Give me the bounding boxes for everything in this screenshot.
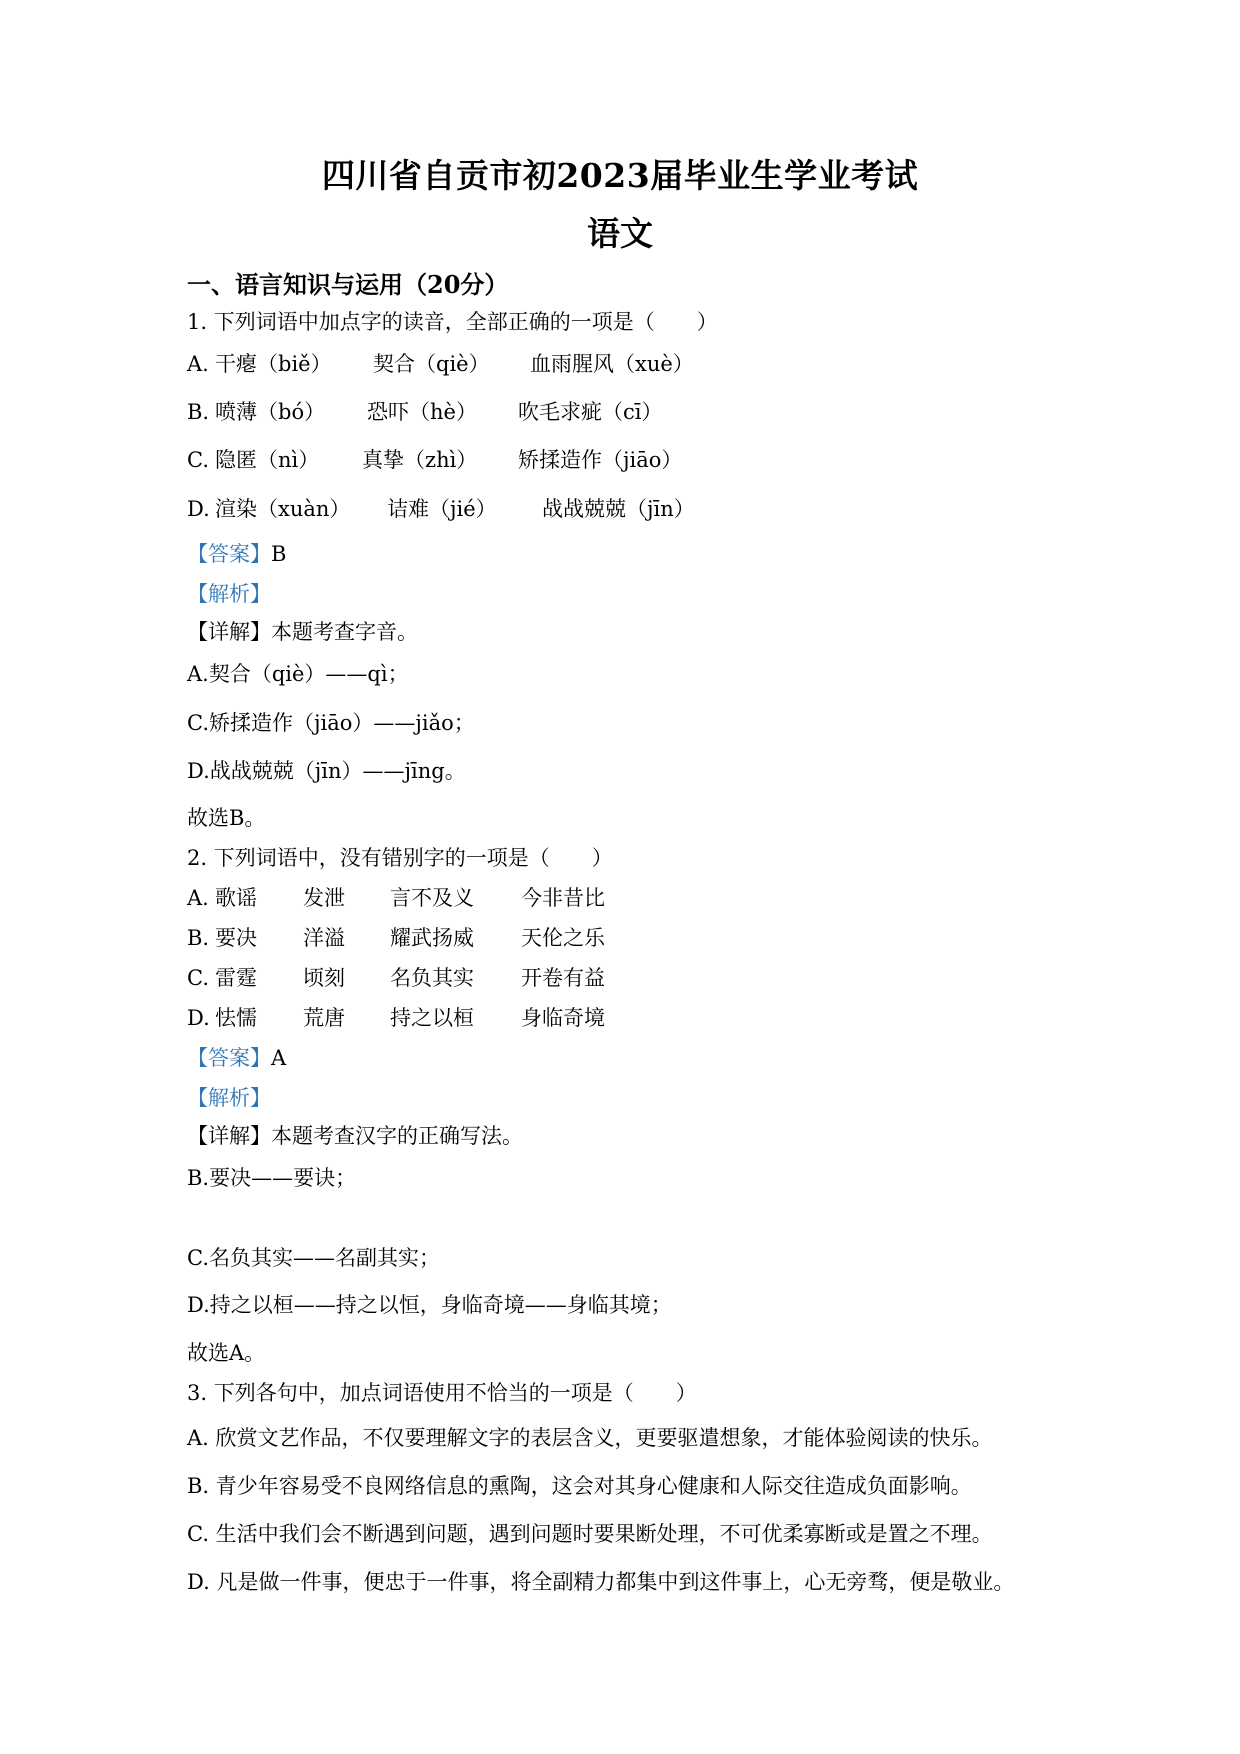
option-word: 喷薄（bó） xyxy=(215,400,326,424)
q3-option-a: A. 欣赏文艺作品，不仅要理解文字的表层含义，更要驱遣想象，才能体验阅读的快乐。 xyxy=(187,1426,993,1450)
q1-explanation: C.矫揉造作（jiāo）——jiǎo； xyxy=(187,711,475,735)
q2-explanation: C.名负其实——名副其实； xyxy=(187,1246,440,1270)
option-word: 开卷有益 xyxy=(521,966,605,990)
option-word: 契合（qiè） xyxy=(373,352,490,376)
option-label: D. xyxy=(187,1006,210,1030)
q2-analysis-tag: 【解析】 xyxy=(187,1086,271,1110)
option-label: C. xyxy=(187,448,209,472)
q1-explanation: D.战战兢兢（jīn）——jīng。 xyxy=(187,759,466,783)
option-word: 诘难（jié） xyxy=(387,497,497,521)
option-word: 战战兢兢（jīn） xyxy=(542,497,695,521)
q1-stem: 1. 下列词语中加点字的读音，全部正确的一项是（ ） xyxy=(187,310,718,334)
q2-stem: 2. 下列词语中，没有错别字的一项是（ ） xyxy=(187,846,613,870)
q2-explanation: B.要决——要诀； xyxy=(187,1166,357,1190)
option-label: C. xyxy=(187,966,209,990)
option-label: A. xyxy=(187,886,209,910)
option-word: 恐吓（hè） xyxy=(367,400,477,424)
option-word: 要决 xyxy=(215,926,257,950)
q2-detail: 【详解】本题考查汉字的正确写法。 xyxy=(187,1124,523,1148)
q3-option-c: C. 生活中我们会不断遇到问题，遇到问题时要果断处理，不可优柔寡断或是置之不理。 xyxy=(187,1522,993,1546)
exam-title: 四川省自贡市初2023届毕业生学业考试 xyxy=(321,156,919,195)
option-word: 渲染（xuàn） xyxy=(215,497,351,521)
option-word: 吹毛求疵（cī） xyxy=(518,400,663,424)
option-label: B. xyxy=(187,400,210,424)
option-label: D. xyxy=(187,497,210,521)
option-word: 洋溢 xyxy=(303,926,345,950)
option-word: 顷刻 xyxy=(303,966,345,990)
q1-analysis-tag: 【解析】 xyxy=(187,582,271,606)
answer-tag: 【答案】 xyxy=(187,1046,271,1070)
option-word: 言不及义 xyxy=(390,886,474,910)
answer-value: A xyxy=(271,1046,287,1070)
q1-explanation: A.契合（qiè）——qì； xyxy=(187,662,409,686)
option-word: 血雨腥风（xuè） xyxy=(530,352,694,376)
option-word: 发泄 xyxy=(303,886,345,910)
option-word: 今非昔比 xyxy=(521,886,605,910)
option-word: 真挚（zhì） xyxy=(362,448,478,472)
answer-value: B xyxy=(271,542,287,566)
option-word: 持之以桓 xyxy=(390,1006,474,1030)
option-word: 干瘪（biě） xyxy=(215,352,332,376)
section-heading: 一、语言知识与运用（20分） xyxy=(187,270,509,299)
option-word: 身临奇境 xyxy=(521,1006,605,1030)
option-word: 矫揉造作（jiāo） xyxy=(518,448,683,472)
option-word: 耀武扬威 xyxy=(390,926,474,950)
q3-stem: 3. 下列各句中，加点词语使用不恰当的一项是（ ） xyxy=(187,1381,697,1405)
option-word: 荒唐 xyxy=(303,1006,345,1030)
q2-conclusion: 故选A。 xyxy=(187,1341,266,1365)
option-word: 怯懦 xyxy=(215,1006,257,1030)
q3-option-d: D. 凡是做一件事，便忠于一件事，将全副精力都集中到这件事上，心无旁骛，便是敬业。 xyxy=(187,1570,1015,1594)
q2-explanation: D.持之以桓——持之以恒，身临奇境——身临其境； xyxy=(187,1293,672,1317)
exam-subject: 语文 xyxy=(587,214,653,253)
option-word: 雷霆 xyxy=(215,966,257,990)
answer-tag: 【答案】 xyxy=(187,542,271,566)
option-label: A. xyxy=(187,352,209,376)
q1-detail: 【详解】本题考查字音。 xyxy=(187,620,418,644)
q3-option-b: B. 青少年容易受不良网络信息的熏陶，这会对其身心健康和人际交往造成负面影响。 xyxy=(187,1474,972,1498)
q2-answer xyxy=(187,1044,286,1072)
option-word: 天伦之乐 xyxy=(521,926,605,950)
option-word: 名负其实 xyxy=(390,966,474,990)
q1-conclusion: 故选B。 xyxy=(187,806,266,830)
option-word: 隐匿（nì） xyxy=(215,448,320,472)
q1-answer xyxy=(187,540,286,568)
option-word: 歌谣 xyxy=(215,886,257,910)
option-label: B. xyxy=(187,926,210,950)
